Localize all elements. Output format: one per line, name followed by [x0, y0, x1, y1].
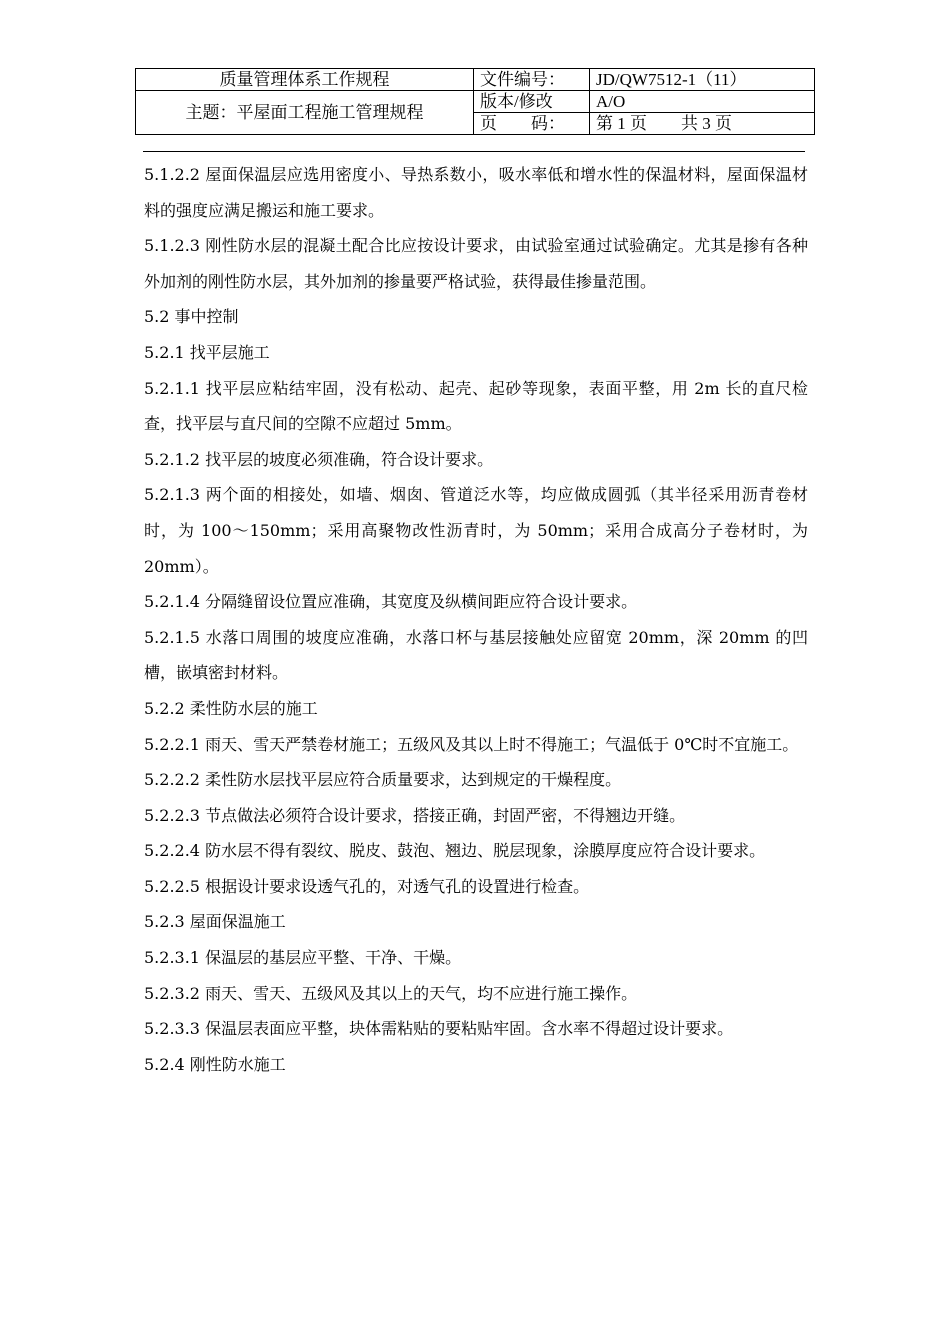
header-row-2 [136, 91, 815, 113]
section-heading: 5.2.4 刚性防水施工 [144, 1054, 286, 1074]
paragraph: 5.2.2.3 节点做法必须符合设计要求，搭接正确，封固严密，不得翘边开缝。 [144, 805, 686, 825]
version-label: 版本/修改 [474, 91, 590, 113]
section-heading: 5.2.3 屋面保温施工 [144, 912, 286, 932]
document-body [144, 157, 808, 1082]
paragraph: 5.2.2.2 柔性防水层找平层应符合质量要求，达到规定的干燥程度。 [144, 770, 622, 790]
doc-no-label: 文件编号： [474, 69, 590, 91]
page-total: 共 3 页 [681, 114, 732, 133]
paragraph: 5.2.1.2 找平层的坡度必须准确，符合设计要求。 [144, 449, 494, 469]
paragraph: 5.1.2.2 屋面保温层应选用密度小、导热系数小，吸水率低和增水性的保温材料，屋面保温材料的强度应满足搬运和施工要求。 [144, 165, 808, 220]
section-heading: 5.2 事中控制 [144, 307, 239, 327]
paragraph: 5.2.2.1 雨天、雪天严禁卷材施工；五级风及其以上时不得施工；气温低于 0℃时不宜施工。 [144, 734, 799, 754]
doc-no-value: JD/QW7512-1（11） [590, 69, 815, 91]
system-title: 质量管理体系工作规程 [136, 69, 474, 91]
paragraph: 5.2.2.4 防水层不得有裂纹、脱皮、鼓泡、翘边、脱层现象，涂膜厚度应符合设计要求。 [144, 841, 766, 861]
section-heading: 5.2.2 柔性防水层的施工 [144, 698, 318, 718]
paragraph: 5.2.3.1 保温层的基层应平整、干净、干燥。 [144, 948, 462, 968]
document-header-table [135, 68, 815, 135]
header-divider [143, 151, 805, 152]
paragraph: 5.1.2.3 刚性防水层的混凝土配合比应按设计要求，由试验室通过试验确定。尤其是掺有各种外加剂的刚性防水层，其外加剂的掺量要严格试验，获得最佳掺量范围。 [144, 236, 808, 291]
paragraph: 5.2.1.5 水落口周围的坡度应准确，水落口杯与基层接触处应留宽 20mm，深 20mm 的凹槽，嵌填密封材料。 [144, 627, 808, 683]
paragraph: 5.2.1.3 两个面的相接处，如墙、烟囱、管道泛水等，均应做成圆弧（其半径采用沥青卷材时，为 100～150mm；采用高聚物改性沥青时，为 50mm；采用合成高分子卷材时，为 20mm）。 [144, 485, 808, 576]
version-value: A/O [590, 91, 815, 113]
section-heading: 5.2.1 找平层施工 [144, 342, 270, 362]
page-current: 第 1 页 [596, 114, 647, 133]
header-row-1 [136, 69, 815, 91]
paragraph: 5.2.3.3 保温层表面应平整，块体需粘贴的要粘贴牢固。含水率不得超过设计要求。 [144, 1019, 734, 1039]
page-info [590, 113, 815, 135]
page-label: 页 码： [474, 113, 590, 135]
paragraph: 5.2.1.4 分隔缝留设位置应准确，其宽度及纵横间距应符合设计要求。 [144, 592, 638, 612]
subject-title: 主题：平屋面工程施工管理规程 [136, 91, 474, 135]
paragraph: 5.2.3.2 雨天、雪天、五级风及其以上的天气，均不应进行施工操作。 [144, 983, 638, 1003]
paragraph: 5.2.2.5 根据设计要求设透气孔的，对透气孔的设置进行检查。 [144, 876, 590, 896]
paragraph: 5.2.1.1 找平层应粘结牢固，没有松动、起壳、起砂等现象，表面平整，用 2m 长的直尺检查，找平层与直尺间的空隙不应超过 5mm。 [144, 378, 808, 434]
